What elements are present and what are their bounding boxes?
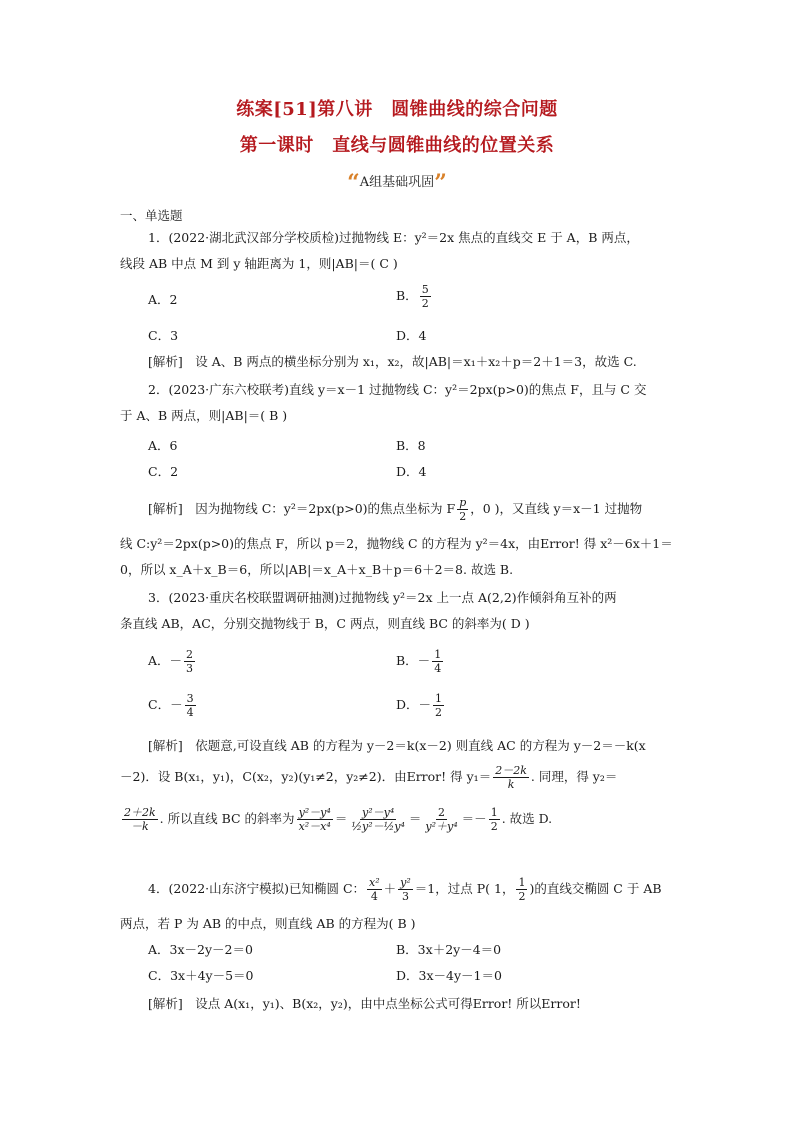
page-title: 练案[51]第八讲 圆锥曲线的综合问题 [236,99,558,120]
q4-text-b: ＝1，过点 P [414,881,486,896]
q4-text-c: ( 1， [485,881,515,896]
q3-option-b [396,648,445,675]
fraction-numerator: 2－2k [495,764,527,777]
fraction-numerator: 1 [434,648,442,661]
fraction-denominator: 3 [186,662,194,675]
q3-option-a-label: A．－ [148,653,183,668]
q2-line1: 2．(2023·广东六校联考)直线 y＝x－1 过抛物线 C：y²＝2px(p>0)的焦点 F，且与 C 交 [148,382,647,397]
fraction-numerator: 2＋2k [124,806,156,819]
q3-analysis-text-a: －2)．设 B(x₁，y₁)，C(x₂，y₂)(y₁≠2，y₂≠2)．由Error! 得 y₁＝ [120,769,492,784]
q3-option-a-fraction [184,648,195,675]
fraction-denominator: 4 [186,706,194,719]
q3-line1: 3．(2023·重庆名校联盟调研抽测)过抛物线 y²＝2x 上一点 A(2,2)作倾斜角互补的两 [148,590,617,605]
fraction-numerator: 1 [518,876,526,889]
q3-slope-fraction-3 [423,806,459,833]
q4-option-d: D．3x－4y－1＝0 [396,968,502,983]
fraction-numerator: y²－y⁴ [298,806,331,819]
q2-analysis-fraction [457,496,468,523]
group-label: A组基础巩固 [359,175,435,190]
q4-line1 [148,876,708,903]
q2-option-a: A．6 [148,438,178,453]
q4-text-a: 4．(2022·山东济宁模拟)已知椭圆 C： [148,881,366,896]
fraction-numerator: y² [400,876,411,889]
q3-analysis-end: . 故选 D. [501,811,553,826]
q4-option-b: B．3x＋2y－4＝0 [396,942,502,957]
fraction-denominator: ½y²－½y⁴ [351,820,405,833]
fraction-denominator: －k [131,820,149,833]
fraction-denominator: x²－x⁴ [298,820,331,833]
q3-analysis-fraction-y2 [122,806,158,833]
fraction-numerator: 3 [186,692,194,705]
quote-open-icon: “ [347,170,360,196]
fraction-denominator: 2 [459,510,467,523]
plus-sign: ＋ [383,881,397,896]
q2-analysis-text-a: [解析] 因为抛物线 C：y²＝2px(p>0)的焦点坐标为 F [148,501,456,516]
fraction-numerator: 5 [421,283,429,296]
q1-option-d: D．4 [396,328,427,343]
equals-sign: ＝ [408,811,422,826]
group-banner [0,170,794,196]
q2-analysis-text-b: ，0 )，又直线 y＝x－1 过抛物 [470,501,643,516]
q3-option-d-fraction [433,692,444,719]
fraction-numerator: 1 [435,692,443,705]
fraction-denominator: 2 [518,890,526,903]
q3-option-c-fraction [185,692,196,719]
fraction-numerator: p [459,496,467,509]
fraction-numerator: 1 [490,806,498,819]
fraction-denominator: 3 [401,890,409,903]
q1-line2: 线段 AB 中点 M 到 y 轴距离为 1，则|AB|＝( C ) [120,256,398,271]
q3-option-c [148,692,198,719]
q2-option-c: C．2 [148,464,179,479]
q3-analysis-line2 [120,764,680,791]
fraction-denominator: 2 [435,706,443,719]
quote-close-icon: ” [434,170,447,196]
q2-analysis-line2: 线 C:y²＝2px(p>0)的焦点 F，所以 p＝2，抛物线 C 的方程为 y²＝4x，由Error! 得 x²－6x＋1＝ [120,536,673,551]
q3-slope-fraction-1 [297,806,333,833]
page-subtitle: 第一课时 直线与圆锥曲线的位置关系 [239,135,555,156]
q4-text-d: )的直线交椭圆 C 于 AB [529,881,662,896]
q3-analysis-line1: [解析] 依题意,可设直线 AB 的方程为 y－2＝k(x－2) 则直线 AC 的方程为 y－2＝－k(x [148,738,646,753]
q4-fraction-y [398,876,413,903]
section-heading: 一、单选题 [120,208,183,223]
fraction-numerator: 2 [438,806,446,819]
fraction-denominator: 2 [421,297,429,310]
q2-line2: 于 A、B 两点，则|AB|＝( B ) [120,408,288,423]
fraction-numerator: x² [369,876,380,889]
q4-fraction-x [367,876,382,903]
q1-analysis: [解析] 设 A、B 两点的横坐标分别为 x₁，x₂，故|AB|＝x₁＋x₂＋p＝2＋1＝3，故选 C. [148,354,637,369]
q3-analysis-fraction-y1 [493,764,529,791]
q3-option-d-label: D．－ [396,697,432,712]
q1-option-b-label: B． [396,288,418,303]
q3-slope-fraction-4 [489,806,500,833]
q4-option-c: C．3x＋4y－5＝0 [148,968,254,983]
q2-option-d: D．4 [396,464,427,479]
q1-option-a: A．2 [148,292,178,307]
q2-option-b: B．8 [396,438,426,453]
fraction-numerator: 2 [186,648,194,661]
fraction-denominator: 2 [490,820,498,833]
fraction-numerator: y²－y⁴ [361,806,395,819]
q3-option-d [396,692,446,719]
q3-analysis-text-b: . 同理，得 y₂＝ [530,769,618,784]
fraction-denominator: 4 [370,890,378,903]
q3-option-b-fraction [432,648,443,675]
fraction-denominator: 4 [434,662,442,675]
q3-slope-fraction-2 [349,806,407,833]
fraction-denominator: y²＋y⁴ [425,820,458,833]
q2-analysis-line1 [148,496,708,523]
q4-line2: 两点，若 P 为 AB 的中点，则直线 AB 的方程为( B ) [120,916,416,931]
q4-analysis: [解析] 设点 A(x₁，y₁)、B(x₂，y₂)，由中点坐标公式可得Error! 所以Error! [148,996,581,1011]
q1-line1: 1．(2022·湖北武汉部分学校质检)过抛物线 E：y²＝2x 焦点的直线交 E 于 A，B 两点， [148,230,639,245]
q3-line2: 条直线 AB，AC，分别交抛物线于 B，C 两点，则直线 BC 的斜率为( D ) [120,616,530,631]
q1-option-c: C．3 [148,328,179,343]
q4-fraction-point [516,876,527,903]
q3-analysis-line3 [120,806,680,833]
fraction-denominator: k [507,778,515,791]
q1-option-b-fraction [420,283,431,310]
equals-sign: ＝ [334,811,348,826]
q3-option-c-label: C．－ [148,697,183,712]
q3-option-b-label: B．－ [396,653,431,668]
equals-sign: ＝－ [461,811,487,826]
q4-option-a: A．3x－2y－2＝0 [148,942,253,957]
q3-option-a [148,648,197,675]
q1-option-b [396,283,433,310]
q3-analysis-text: . 所以直线 BC 的斜率为 [159,811,295,826]
q2-analysis-line3: 0，所以 x_A＋x_B＝6，所以|AB|＝x_A＋x_B＋p＝6＋2＝8. 故选 B. [120,562,514,577]
